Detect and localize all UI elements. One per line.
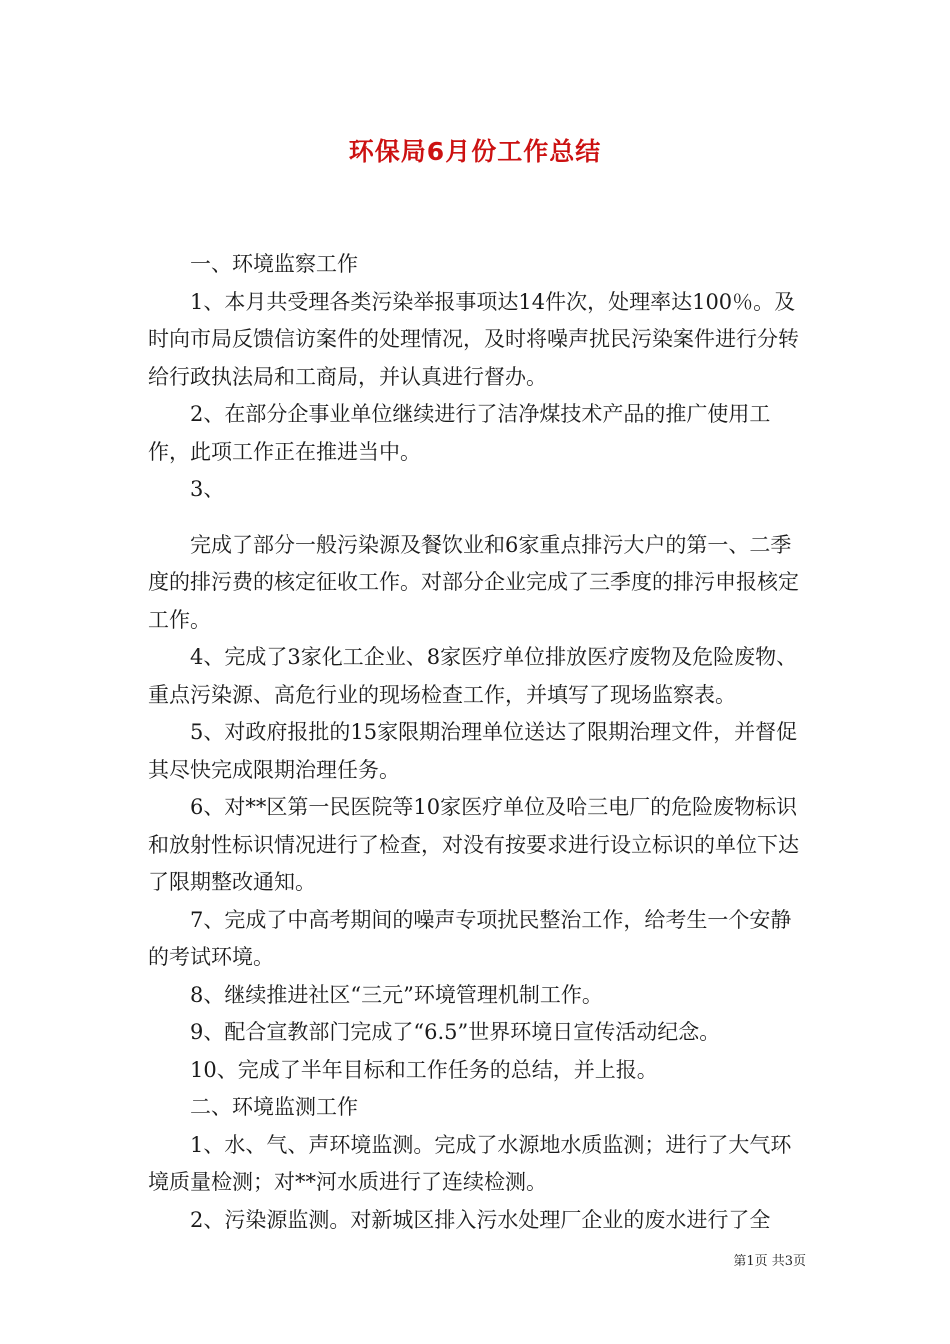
paragraph: 4、完成了3家化工企业、8家医疗单位排放医疗废物及危险废物、重点污染源、高危行业的现场检查工作，并填写了现场监察表。 bbox=[148, 645, 798, 707]
paragraph: 8、继续推进社区“三元”环境管理机制工作。 bbox=[190, 982, 603, 1007]
paragraph: 2、污染源监测。对新城区排入污水处理厂企业的废水进行了全 bbox=[190, 1207, 771, 1232]
page-number: 第1页 共3页 bbox=[733, 1254, 806, 1269]
paragraph: 1、本月共受理各类污染举报事项达14件次，处理率达100％。及时向市局反馈信访案件的处理情况，及时将噪声扰民污染案件进行分转给行政执法局和工商局，并认真进行督办。 bbox=[148, 289, 799, 389]
paragraph: 6、对**区第一民医院等10家医疗单位及哈三电厂的危险废物标识和放射性标识情况进行了检查，对没有按要求进行设立标识的单位下达了限期整改通知。 bbox=[148, 795, 799, 894]
document-body bbox=[148, 246, 808, 1239]
paragraph: 1、水、气、声环境监测。完成了水源地水质监测；进行了大气环境质量检测；对**河水质进行了连续检测。 bbox=[148, 1132, 792, 1194]
paragraph: 5、对政府报批的15家限期治理单位送达了限期治理文件，并督促其尽快完成限期治理任务。 bbox=[148, 720, 798, 782]
section-heading: 二、环境监测工作 bbox=[190, 1095, 358, 1119]
paragraph: 完成了部分一般污染源及餐饮业和6家重点排污大户的第一、二季度的排污费的核定征收工作。对部分企业完成了三季度的排污申报核定工作。 bbox=[148, 532, 799, 632]
section-heading: 一、环境监察工作 bbox=[190, 252, 358, 276]
paragraph: 2、在部分企事业单位继续进行了洁净煤技术产品的推广使用工作，此项工作正在推进当中。 bbox=[148, 402, 771, 464]
document-title: 环保局6月份工作总结 bbox=[348, 137, 602, 166]
paragraph: 10、完成了半年目标和工作任务的总结，并上报。 bbox=[190, 1057, 658, 1082]
paragraph: 9、配合宣教部门完成了“6.5”世界环境日宣传活动纪念。 bbox=[190, 1020, 721, 1044]
paragraph: 7、完成了中高考期间的噪声专项扰民整治工作，给考生一个安静的考试环境。 bbox=[148, 907, 792, 969]
paragraph: 3、 bbox=[190, 477, 225, 501]
